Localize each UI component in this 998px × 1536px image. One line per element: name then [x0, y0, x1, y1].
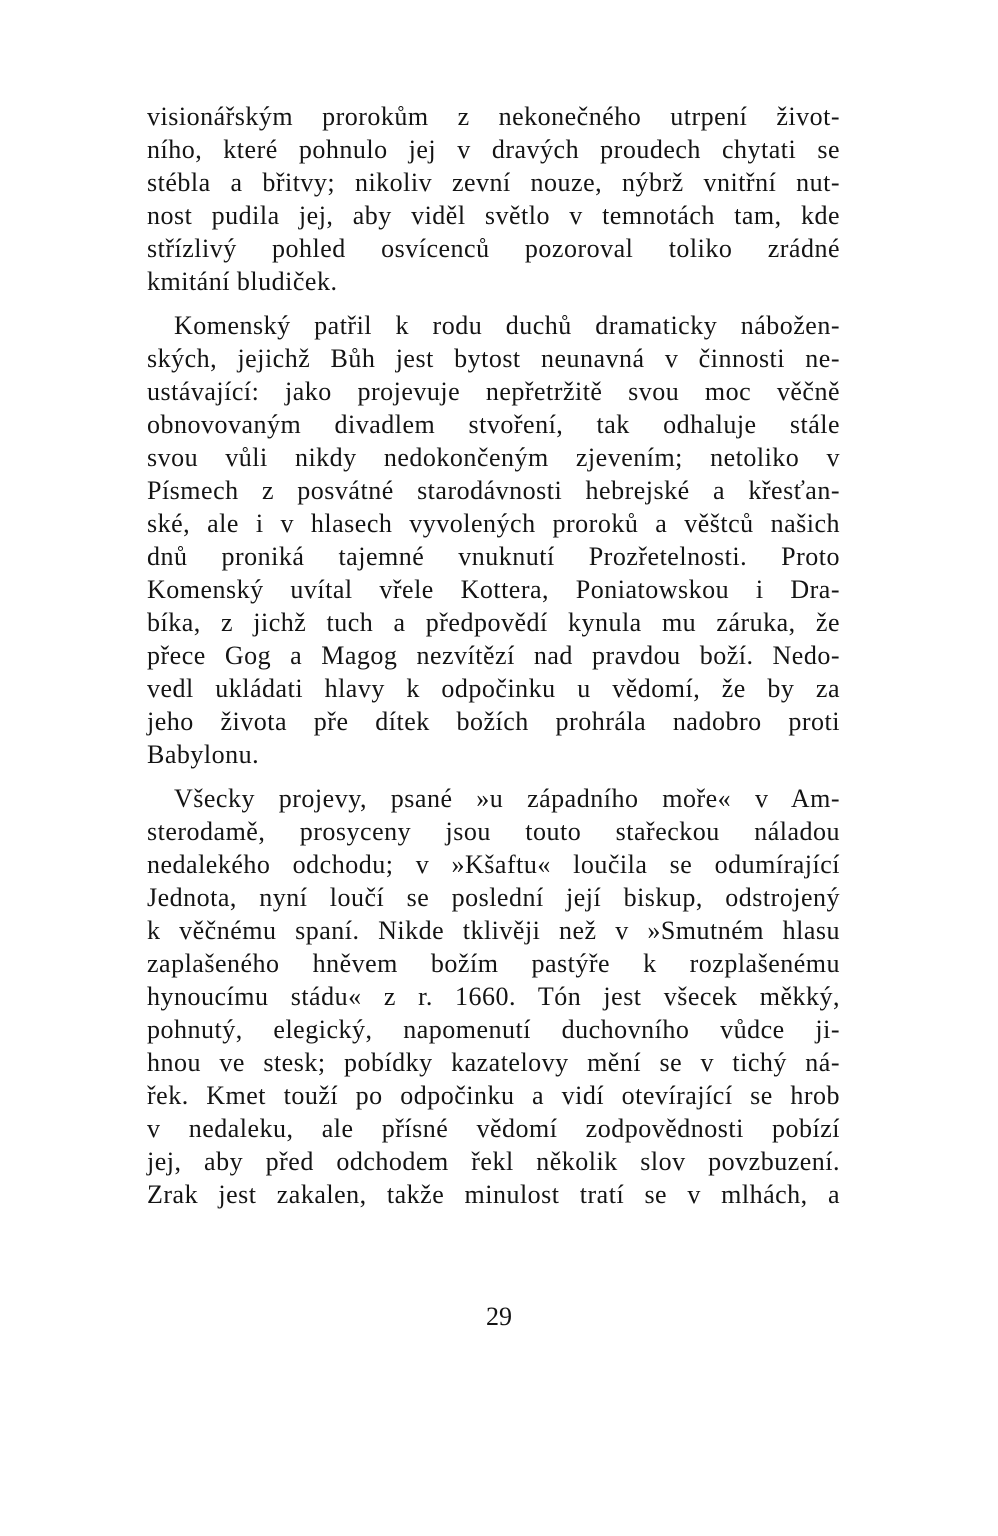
- body-text: [147, 100, 840, 1211]
- text-line: nost pudila jej, aby viděl světlo v temnotách tam, kde: [147, 201, 840, 230]
- text-line: Písmech z posvátné starodávnosti hebrejské a křesťan-: [147, 476, 840, 505]
- text-line: Babylonu.: [147, 740, 260, 769]
- text-line: jej, aby před odchodem řekl několik slov povzbuzení.: [147, 1147, 840, 1176]
- paragraph: [147, 100, 840, 298]
- text-line: svou vůli nikdy nedokončeným zjevením; netoliko v: [147, 443, 840, 472]
- text-line: visionářským prorokům z nekonečného utrpení život-: [147, 102, 840, 131]
- text-line: Jednota, nyní loučí se poslední její biskup, odstrojený: [147, 883, 840, 912]
- text-line: hnou ve stesk; pobídky kazatelovy mění se v tichý ná-: [147, 1048, 840, 1077]
- text-line: k věčnému spaní. Nikde tklivěji než v »Smutném hlasu: [147, 916, 840, 945]
- text-line: Komenský uvítal vřele Kottera, Poniatowskou i Dra-: [147, 575, 840, 604]
- text-line: ustávající: jako projevuje nepřetržitě svou moc věčně: [147, 377, 840, 406]
- paragraph: [147, 309, 840, 771]
- text-line: stébla a břitvy; nikoliv zevní nouze, nýbrž vnitřní nut-: [147, 168, 840, 197]
- text-line: řek. Kmet touží po odpočinku a vidí otevírající se hrob: [147, 1081, 840, 1110]
- text-line: sterodamě, prosyceny jsou touto stařeckou náladou: [147, 817, 840, 846]
- text-line: Všecky projevy, psané »u západního moře« v Am-: [174, 784, 840, 813]
- text-line: hynoucímu stádu« z r. 1660. Tón jest všecek měkký,: [147, 982, 840, 1011]
- text-line: kmitání bludiček.: [147, 267, 338, 296]
- text-line: ního, které pohnulo jej v dravých proudech chytati se: [147, 135, 840, 164]
- text-line: Komenský patřil k rodu duchů dramaticky nábožen-: [174, 311, 840, 340]
- text-line: v nedaleku, ale přísné vědomí zodpovědnosti pobízí: [147, 1114, 840, 1143]
- text-line: vedl ukládati hlavy k odpočinku u vědomí, že by za: [147, 674, 840, 703]
- text-line: Zrak jest zakalen, takže minulost tratí se v mlhách, a: [147, 1180, 840, 1209]
- text-line: obnovovaným divadlem stvoření, tak odhaluje stále: [147, 410, 840, 439]
- text-line: bíka, z jichž tuch a předpovědí kynula mu záruka, že: [147, 608, 840, 637]
- text-line: pohnutý, elegický, napomenutí duchovního vůdce ji-: [147, 1015, 840, 1044]
- text-line: dnů proniká tajemné vnuknutí Prozřetelnosti. Proto: [147, 542, 840, 571]
- text-line: zaplašeného hněvem božím pastýře k rozplašenému: [147, 949, 840, 978]
- paragraph: [147, 782, 840, 1211]
- text-line: přece Gog a Magog nezvítězí nad pravdou boží. Nedo-: [147, 641, 840, 670]
- text-line: ských, jejichž Bůh jest bytost neunavná v činnosti ne-: [147, 344, 840, 373]
- text-line: jeho života pře dítek božích prohrála nadobro proti: [147, 707, 840, 736]
- text-line: střízlivý pohled osvícenců pozoroval toliko zrádné: [147, 234, 840, 263]
- page-number: 29: [486, 1302, 512, 1331]
- text-line: nedalekého odchodu; v »Kšaftu« loučila se odumírající: [147, 850, 840, 879]
- text-line: ské, ale i v hlasech vyvolených proroků a věštců našich: [147, 509, 840, 538]
